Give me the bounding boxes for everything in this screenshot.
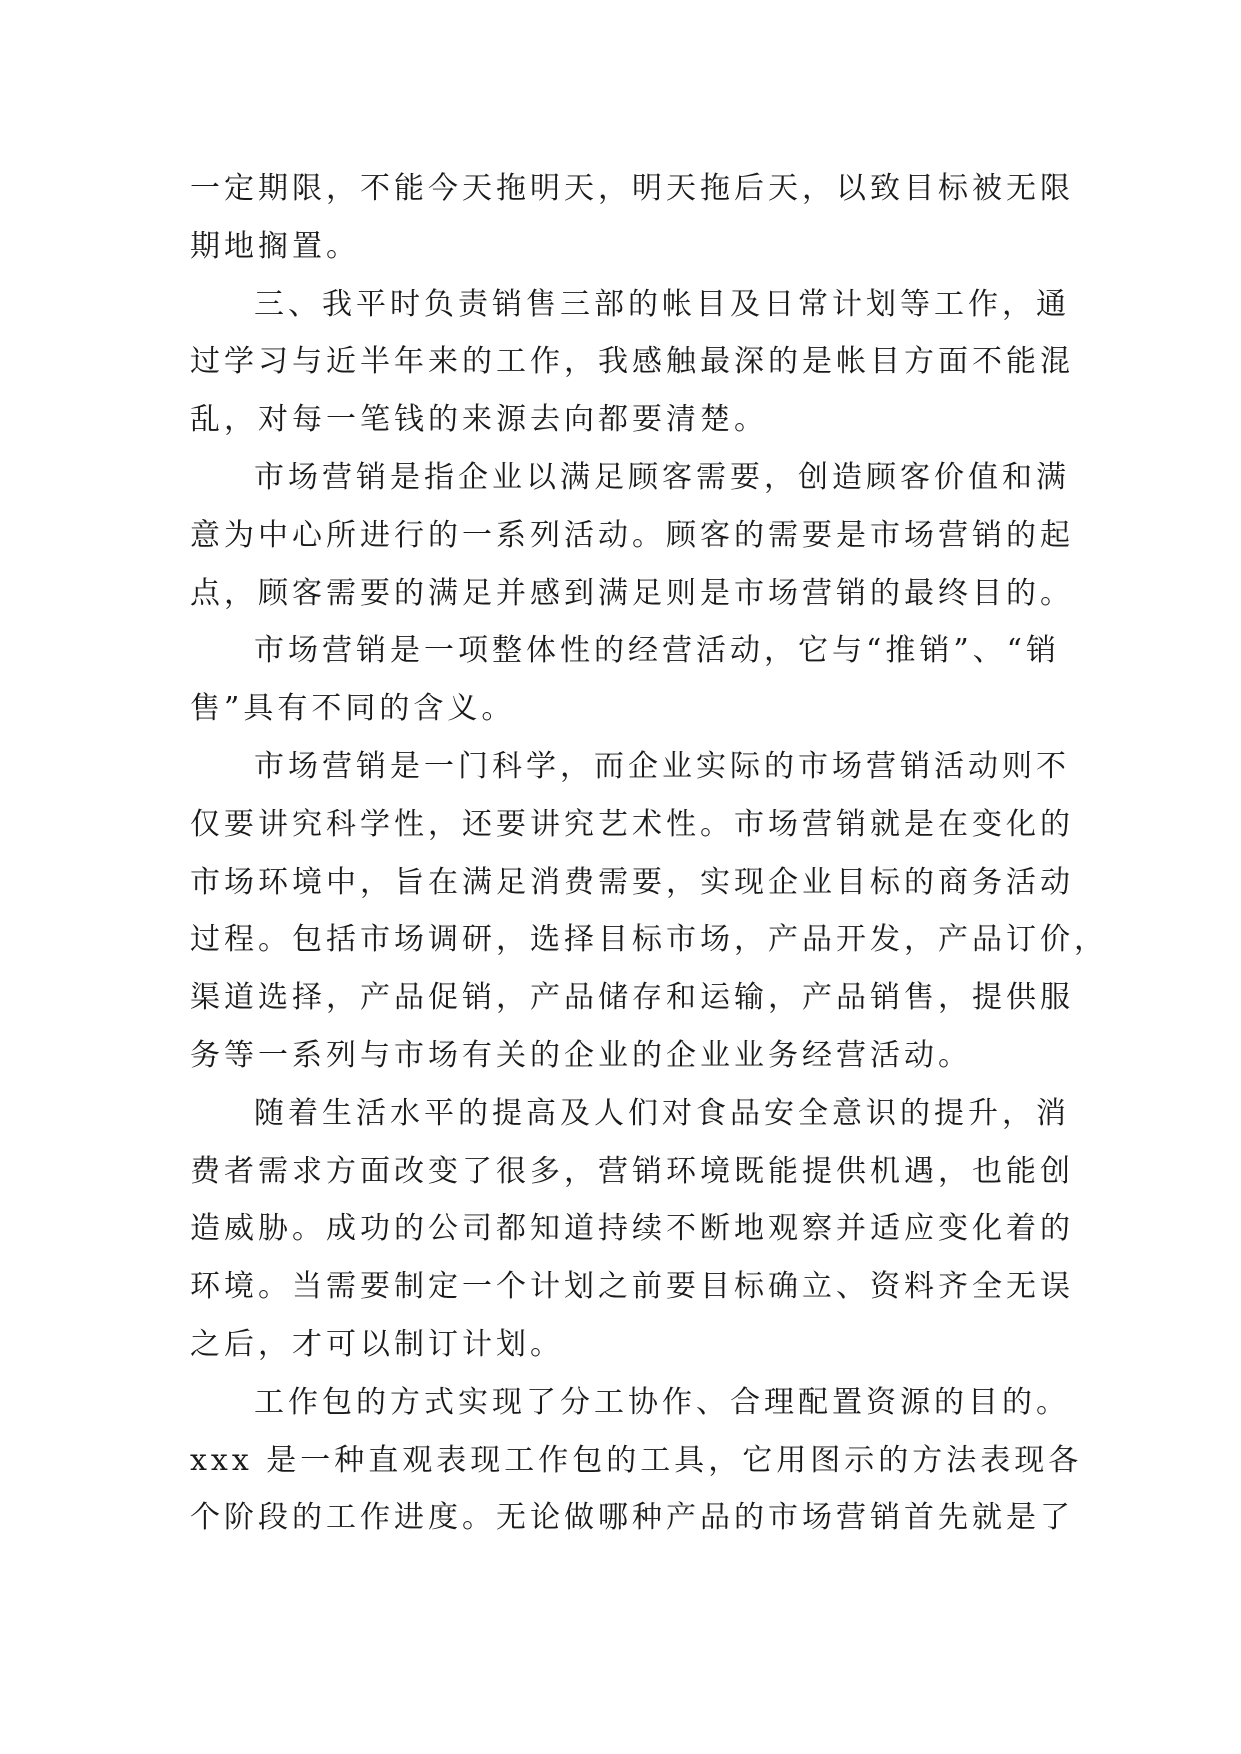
paragraph-start-line: 随着生活水平的提高及人们对食品安全意识的提升，消 <box>254 1095 1070 1131</box>
text-line: 意为中心所进行的一系列活动。顾客的需要是市场营销的起 <box>190 517 1074 553</box>
document-body <box>190 160 1108 1547</box>
paragraph-start-line: 市场营销是一项整体性的经营活动，它与“推销”、“销 <box>254 633 1061 669</box>
text-line: 过程。包括市场调研，选择目标市场，产品开发，产品订价， <box>190 922 1108 958</box>
text-line: 点，顾客需要的满足并感到满足则是市场营销的最终目的。 <box>190 575 1074 611</box>
paragraph-start-line: 市场营销是一门科学，而企业实际的市场营销活动则不 <box>254 748 1070 784</box>
text-line: 环境。当需要制定一个计划之前要目标确立、资料齐全无误 <box>190 1269 1074 1305</box>
text-line: 仅要讲究科学性，还要讲究艺术性。市场营销就是在变化的 <box>190 806 1074 842</box>
paragraph-start-line: 工作包的方式实现了分工协作、合理配置资源的目的。 <box>254 1384 1070 1420</box>
text-line: 费者需求方面改变了很多，营销环境既能提供机遇，也能创 <box>190 1153 1074 1189</box>
text-line: 务等一系列与市场有关的企业的企业业务经营活动。 <box>190 1037 972 1073</box>
text-line: 售”具有不同的含义。 <box>190 691 516 727</box>
text-line: 期地搁置。 <box>190 228 360 264</box>
text-line: 市场环境中，旨在满足消费需要，实现企业目标的商务活动 <box>190 864 1074 900</box>
text-line: 造威胁。成功的公司都知道持续不断地观察并适应变化着的 <box>190 1211 1074 1247</box>
text-line: 过学习与近半年来的工作，我感触最深的是帐目方面不能混 <box>190 344 1074 380</box>
text-line: 之后，才可以制订计划。 <box>190 1326 564 1362</box>
text-line: 一定期限，不能今天拖明天，明天拖后天，以致目标被无限 <box>190 171 1074 206</box>
text-line: 渠道选择，产品促销，产品储存和运输，产品销售，提供服 <box>190 980 1074 1016</box>
paragraph-start-line: 市场营销是指企业以满足顾客需要，创造顾客价值和满 <box>254 459 1070 495</box>
text-line: xxx 是一种直观表现工作包的工具，它用图示的方法表现各 <box>190 1442 1083 1478</box>
paragraph-start-line: 三、我平时负责销售三部的帐目及日常计划等工作，通 <box>254 286 1070 322</box>
text-line: 个阶段的工作进度。无论做哪种产品的市场营销首先就是了 <box>190 1500 1074 1536</box>
text-line: 乱，对每一笔钱的来源去向都要清楚。 <box>190 402 768 438</box>
